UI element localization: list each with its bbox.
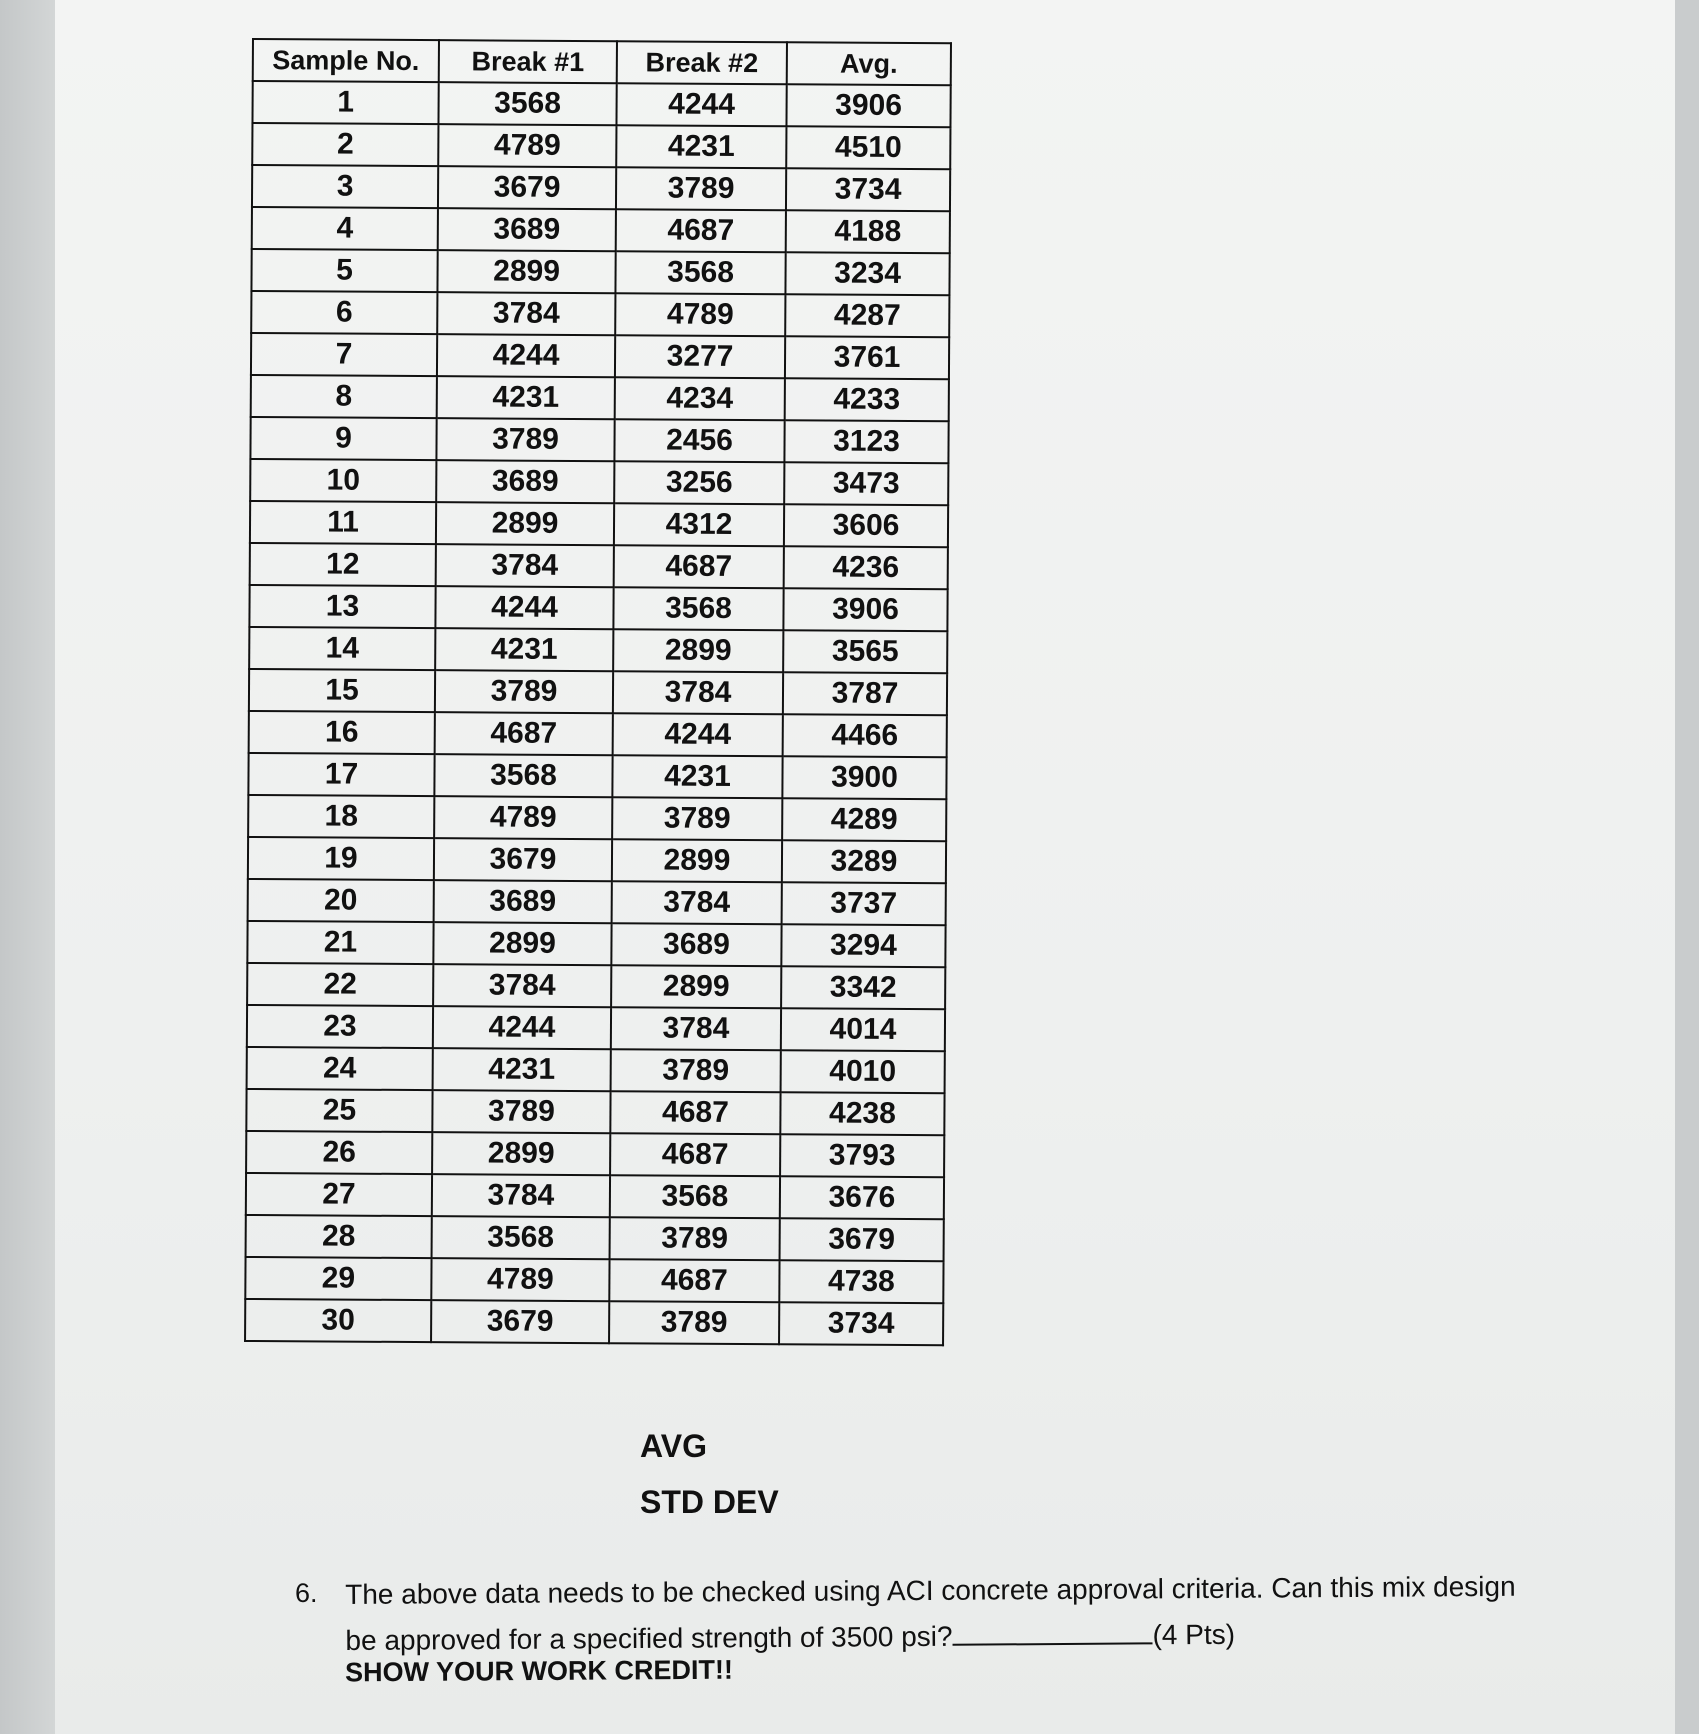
cell-break-2: 3568 xyxy=(613,587,783,630)
cell-break-1: 3689 xyxy=(438,208,616,251)
header-break-2: Break #2 xyxy=(617,41,787,84)
cell-avg: 4287 xyxy=(785,294,949,337)
cell-sample-no: 6 xyxy=(251,291,437,334)
cell-sample-no: 16 xyxy=(249,711,435,754)
cell-avg: 3565 xyxy=(783,630,947,673)
cell-break-2: 3784 xyxy=(613,671,783,714)
table-row xyxy=(250,417,948,463)
cell-break-1: 2899 xyxy=(437,250,615,293)
cell-break-2: 4687 xyxy=(609,1259,779,1302)
cell-avg: 3289 xyxy=(782,840,946,883)
cell-sample-no: 28 xyxy=(246,1215,432,1258)
table-row xyxy=(247,1005,945,1051)
cell-break-2: 3568 xyxy=(615,251,785,294)
table-row xyxy=(250,543,948,589)
table-row xyxy=(246,1131,944,1177)
background-right-edge xyxy=(1675,0,1699,1734)
question-text xyxy=(345,1564,1546,1664)
cell-break-1: 4789 xyxy=(438,124,616,167)
cell-sample-no: 9 xyxy=(250,417,436,460)
cell-avg: 4510 xyxy=(786,126,950,169)
cell-break-1: 3568 xyxy=(438,82,616,125)
table-row xyxy=(252,81,950,127)
table-row xyxy=(251,291,949,337)
cell-break-2: 3277 xyxy=(615,335,785,378)
cell-break-2: 4234 xyxy=(615,377,785,420)
table-row xyxy=(249,711,947,757)
background-left-edge xyxy=(0,0,55,1734)
cell-break-1: 2899 xyxy=(433,922,611,965)
cell-sample-no: 18 xyxy=(248,795,434,838)
cell-avg: 4188 xyxy=(786,210,950,253)
cell-break-2: 4244 xyxy=(613,713,783,756)
std-dev-label: STD DEV xyxy=(640,1484,779,1520)
cell-break-1: 3784 xyxy=(436,544,614,587)
cell-break-2: 4231 xyxy=(616,125,786,168)
table-row xyxy=(247,963,945,1009)
cell-break-1: 3689 xyxy=(434,880,612,923)
cell-break-1: 2899 xyxy=(432,1132,610,1175)
cell-avg: 4010 xyxy=(781,1050,945,1093)
question-points: (4 Pts) xyxy=(1152,1618,1236,1651)
cell-sample-no: 25 xyxy=(246,1089,432,1132)
cell-break-2: 4789 xyxy=(615,293,785,336)
cell-sample-no: 8 xyxy=(251,375,437,418)
cell-break-2: 3784 xyxy=(611,1007,781,1050)
table-row xyxy=(248,753,946,799)
header-sample-no: Sample No. xyxy=(253,39,439,82)
cell-avg: 3734 xyxy=(786,168,950,211)
table-row xyxy=(247,1047,945,1093)
cell-break-2: 4687 xyxy=(610,1091,780,1134)
cell-break-1: 3784 xyxy=(437,292,615,335)
cell-break-1: 4244 xyxy=(435,586,613,629)
cell-break-2: 4687 xyxy=(614,545,784,588)
cell-break-2: 3789 xyxy=(612,797,782,840)
cell-break-2: 2456 xyxy=(614,419,784,462)
cell-sample-no: 1 xyxy=(252,81,438,124)
show-work-note: SHOW YOUR WORK CREDIT!! xyxy=(344,1654,734,1688)
cell-break-1: 4244 xyxy=(437,334,615,377)
cell-avg: 3906 xyxy=(786,84,950,127)
cell-sample-no: 19 xyxy=(248,837,434,880)
cell-sample-no: 15 xyxy=(249,669,435,712)
table-header-row xyxy=(253,39,951,85)
cell-break-2: 3789 xyxy=(609,1301,779,1344)
header-avg: Avg. xyxy=(787,42,951,85)
cell-break-1: 4231 xyxy=(433,1048,611,1091)
cell-sample-no: 27 xyxy=(246,1173,432,1216)
cell-avg: 3234 xyxy=(785,252,949,295)
cell-break-1: 4231 xyxy=(437,376,615,419)
cell-break-1: 4231 xyxy=(435,628,613,671)
cell-sample-no: 2 xyxy=(252,123,438,166)
cell-sample-no: 17 xyxy=(248,753,434,796)
table-row xyxy=(252,207,950,253)
cell-break-2: 2899 xyxy=(613,629,783,672)
table-row xyxy=(248,795,946,841)
cell-break-1: 3679 xyxy=(431,1300,609,1343)
cell-avg: 4738 xyxy=(779,1260,943,1303)
table-row xyxy=(250,501,948,547)
table-row xyxy=(251,333,949,379)
cell-sample-no: 20 xyxy=(248,879,434,922)
cell-sample-no: 26 xyxy=(246,1131,432,1174)
cell-avg: 4233 xyxy=(785,378,949,421)
table-row xyxy=(249,627,947,673)
cell-break-1: 3689 xyxy=(436,460,614,503)
cell-sample-no: 14 xyxy=(249,627,435,670)
table-row xyxy=(249,669,947,715)
cell-sample-no: 10 xyxy=(250,459,436,502)
table-row xyxy=(250,459,948,505)
cell-break-1: 4789 xyxy=(434,796,612,839)
cell-break-1: 4244 xyxy=(433,1006,611,1049)
cell-avg: 3606 xyxy=(784,504,948,547)
cell-break-1: 3784 xyxy=(432,1174,610,1217)
cell-avg: 4236 xyxy=(784,546,948,589)
cell-break-1: 2899 xyxy=(436,502,614,545)
table-row xyxy=(246,1215,944,1261)
cell-break-2: 3789 xyxy=(610,1217,780,1260)
cell-avg: 4014 xyxy=(781,1008,945,1051)
cell-avg: 3676 xyxy=(780,1176,944,1219)
cell-break-2: 2899 xyxy=(611,965,781,1008)
cell-break-2: 3789 xyxy=(611,1049,781,1092)
cell-break-1: 3789 xyxy=(432,1090,610,1133)
cell-break-2: 3568 xyxy=(610,1175,780,1218)
cell-avg: 3679 xyxy=(780,1218,944,1261)
cell-avg: 3734 xyxy=(779,1302,943,1345)
cell-break-2: 4244 xyxy=(616,83,786,126)
cell-sample-no: 5 xyxy=(251,249,437,292)
cell-avg: 3906 xyxy=(783,588,947,631)
cell-break-1: 3789 xyxy=(436,418,614,461)
cell-avg: 3787 xyxy=(783,672,947,715)
cell-break-1: 3679 xyxy=(434,838,612,881)
cell-break-2: 3689 xyxy=(611,923,781,966)
question-body: The above data needs to be checked using ACI concrete approval criteria. Can this mix design be approved for a specified strength of 3500 psi? xyxy=(345,1570,1516,1656)
table-row xyxy=(252,123,950,169)
cell-break-2: 4312 xyxy=(614,503,784,546)
cell-avg: 3473 xyxy=(784,462,948,505)
table-row xyxy=(246,1089,944,1135)
table-body xyxy=(245,81,951,1345)
cell-break-1: 3789 xyxy=(435,670,613,713)
cell-avg: 3793 xyxy=(780,1134,944,1177)
concrete-breaks-table xyxy=(244,38,952,1346)
cell-sample-no: 3 xyxy=(252,165,438,208)
table-row xyxy=(252,165,950,211)
cell-sample-no: 29 xyxy=(245,1257,431,1300)
cell-sample-no: 11 xyxy=(250,501,436,544)
cell-break-1: 4789 xyxy=(431,1258,609,1301)
cell-avg: 3761 xyxy=(785,336,949,379)
cell-avg: 4238 xyxy=(780,1092,944,1135)
answer-blank xyxy=(952,1616,1152,1645)
cell-sample-no: 13 xyxy=(249,585,435,628)
table-row xyxy=(248,837,946,883)
cell-break-1: 3784 xyxy=(433,964,611,1007)
table-row xyxy=(245,1257,943,1303)
cell-sample-no: 23 xyxy=(247,1005,433,1048)
table-row xyxy=(247,921,945,967)
cell-break-2: 2899 xyxy=(612,839,782,882)
cell-avg: 3737 xyxy=(782,882,946,925)
cell-sample-no: 30 xyxy=(245,1299,431,1342)
cell-break-2: 3789 xyxy=(616,167,786,210)
cell-avg: 3900 xyxy=(782,756,946,799)
cell-avg: 3294 xyxy=(781,924,945,967)
cell-break-1: 3679 xyxy=(438,166,616,209)
cell-avg: 3123 xyxy=(784,420,948,463)
cell-break-2: 3784 xyxy=(612,881,782,924)
cell-break-2: 4687 xyxy=(610,1133,780,1176)
cell-sample-no: 22 xyxy=(247,963,433,1006)
cell-break-2: 4687 xyxy=(616,209,786,252)
table-row xyxy=(251,249,949,295)
table-row xyxy=(246,1173,944,1219)
question-number: 6. xyxy=(295,1578,318,1608)
cell-avg: 4289 xyxy=(782,798,946,841)
avg-label: AVG xyxy=(640,1428,707,1464)
cell-avg: 4466 xyxy=(783,714,947,757)
cell-sample-no: 24 xyxy=(247,1047,433,1090)
cell-sample-no: 21 xyxy=(247,921,433,964)
cell-break-1: 3568 xyxy=(432,1216,610,1259)
header-break-1: Break #1 xyxy=(439,40,617,83)
table-row xyxy=(251,375,949,421)
cell-avg: 3342 xyxy=(781,966,945,1009)
cell-break-2: 3256 xyxy=(614,461,784,504)
table-row xyxy=(245,1299,943,1345)
cell-sample-no: 4 xyxy=(252,207,438,250)
cell-break-1: 4687 xyxy=(435,712,613,755)
table-row xyxy=(249,585,947,631)
cell-sample-no: 12 xyxy=(250,543,436,586)
cell-break-1: 3568 xyxy=(434,754,612,797)
cell-sample-no: 7 xyxy=(251,333,437,376)
cell-break-2: 4231 xyxy=(612,755,782,798)
table-row xyxy=(248,879,946,925)
